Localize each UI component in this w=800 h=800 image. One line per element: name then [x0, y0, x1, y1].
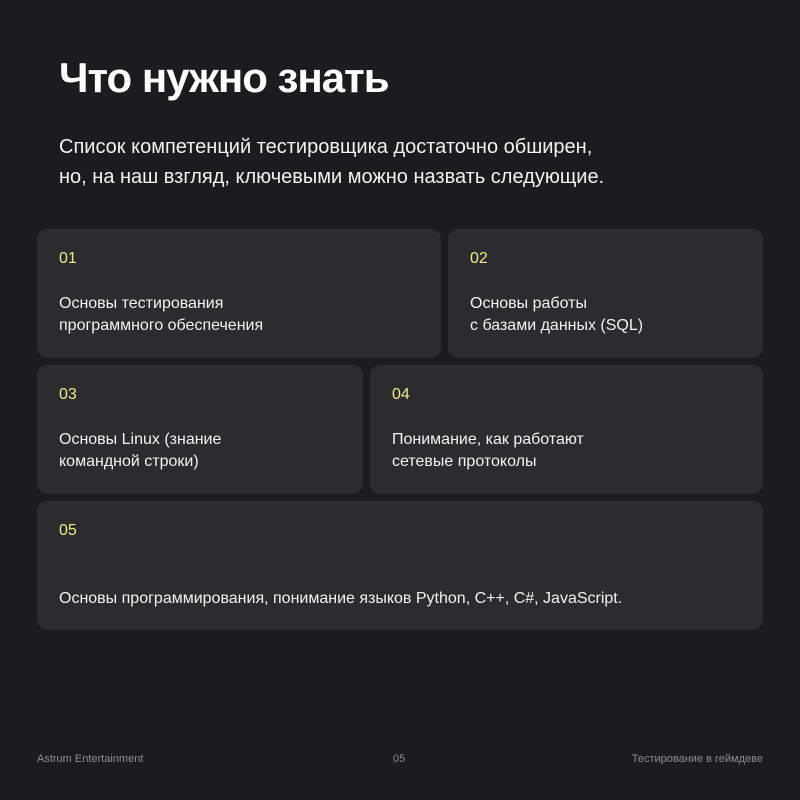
card-number: 04 [392, 386, 410, 403]
card-number: 03 [59, 386, 77, 403]
competency-card-05 [37, 501, 763, 630]
competency-card-03 [37, 365, 363, 494]
competency-card-04 [370, 365, 763, 494]
card-text: Основы программирования, понимание языков Python, C++, C#, JavaScript. [59, 590, 623, 607]
card-text: Основы Linux (знание командной строки) [59, 431, 222, 470]
page-title: Что нужно знать [59, 54, 389, 101]
card-number: 02 [470, 250, 488, 267]
card-text: Основы работы с базами данных (SQL) [470, 295, 644, 334]
card-text: Основы тестирования программного обеспечения [59, 295, 264, 334]
footer-page-number: 05 [393, 753, 406, 765]
footer-section: Тестирование в геймдеве [631, 753, 763, 765]
competency-card-01 [37, 229, 441, 358]
card-text: Понимание, как работают сетевые протоколы [392, 431, 584, 470]
card-number: 05 [59, 522, 77, 539]
competency-card-02 [448, 229, 763, 358]
card-number: 01 [59, 250, 77, 267]
page-subtitle: Список компетенций тестировщика достаточно обширен, но, на наш взгляд, ключевыми можно назвать следующие. [59, 136, 605, 188]
footer-company: Astrum Entertainment [37, 753, 144, 765]
